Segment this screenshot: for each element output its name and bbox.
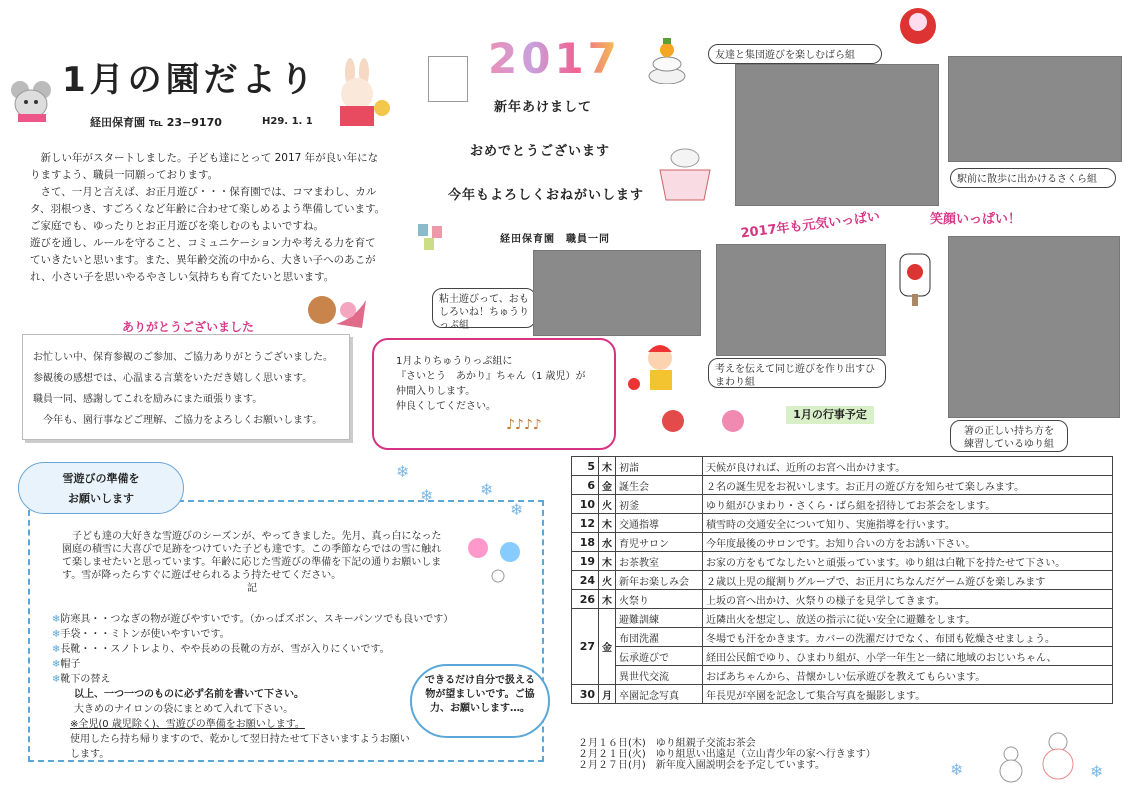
genki-heading: 2017年も元気いっぱい bbox=[739, 209, 881, 242]
new-child-notice bbox=[372, 338, 616, 450]
nursery-contact: 経田保育園 ℡ 23−9170 bbox=[90, 116, 222, 129]
snow-item: ❄長靴・・・スノトレより、やや長めの長靴の方が、雪が入りにくいです。 bbox=[52, 644, 390, 655]
snow-cloud-note: できるだけ自分で扱える物が望ましいです。ご協力、お願いします…。 bbox=[410, 664, 550, 738]
table-row: 27 金 避難訓練 近隣出火を想定し、放送の指示に従い安全に避難をします。 bbox=[572, 609, 1113, 628]
snowflake-icon: ❄ bbox=[950, 760, 964, 779]
snail-illustration bbox=[300, 288, 370, 332]
walk-caption-text: 駅前に散歩に出かけるさくら組 bbox=[957, 174, 1097, 185]
greeting-line: 新年あけまして bbox=[494, 100, 593, 115]
snow-note: 使用したら持ち帰りますので、乾かして翌日持たせて下さいますようお願いします。 bbox=[70, 734, 410, 760]
clay-caption bbox=[432, 288, 536, 331]
snow-item: ❄防寒具・・つなぎの物が遊びやすいです。（かっぱズボン、スキーパンツでも良いです） bbox=[52, 614, 454, 625]
table-row: 異世代交流 おばあちゃんから、昔懐かしい伝承遊びを教えてもらいます。 bbox=[572, 666, 1113, 685]
table-row: 18 水 育児サロン 今年度最後のサロンです。お知り合いの方をお誘い下さい。 bbox=[572, 533, 1113, 552]
thanks-line: お忙しい中、保育参観のご参加、ご協力ありがとうございました。 bbox=[33, 352, 333, 363]
group-caption bbox=[708, 44, 882, 64]
intro-paragraph: さて、一月と言えば、お正月遊び・・・保育園では、コマまわし、カルタ、羽根つき、すごろくなど年齢に合わせて楽しめるよう準備しています。ご家庭でも、ゆったりとお正月遊びを楽しむのもよいですね。 bbox=[30, 186, 386, 232]
mouse-illustration bbox=[8, 78, 56, 122]
top-spinner-icon bbox=[662, 410, 684, 432]
snow-item-text: 防寒具・・つなぎの物が遊びやすいです。（かっぱズボン、スキーパンツでも良いです） bbox=[60, 614, 454, 625]
intro-paragraph: 新しい年がスタートしました。子ども達にとって 2017 年が良い年になりますよう、職員一同願っております。 bbox=[30, 152, 379, 181]
egao-heading: 笑顔いっぱい！ bbox=[930, 212, 1022, 227]
snow-items-list bbox=[52, 612, 472, 762]
snow-ki: 記 bbox=[247, 583, 257, 594]
table-row: 30 月 卒園記念写真 年長児が卒園を記念して集合写真を撮影します。 bbox=[572, 685, 1113, 704]
snowman-illustration bbox=[996, 744, 1026, 784]
snow-item: ❄帽子 bbox=[52, 659, 81, 670]
child-top-illustration bbox=[620, 338, 690, 398]
table-row: 6 金 誕生会 ２名の誕生児をお祝いします。お正月の遊び方を知らせて楽しみます。 bbox=[572, 476, 1113, 495]
chopsticks-caption bbox=[950, 420, 1068, 452]
daruma-illustration bbox=[898, 6, 938, 46]
table-row: 12 木 交通指導 積雪時の交通安全について知り、実施指導を行います。 bbox=[572, 514, 1113, 533]
snow-item-text: 靴下の替え bbox=[60, 674, 111, 685]
thanks-line: 職員一同、感謝してこれを励みにまた頑張ります。 bbox=[33, 394, 263, 405]
thanks-box bbox=[22, 334, 350, 440]
snow-children-illustration bbox=[454, 528, 540, 588]
karuta-cards bbox=[416, 222, 446, 252]
flower-icon bbox=[722, 410, 744, 432]
snow-note: ※全児(0 歳児除く)、雪遊びの準備をお願いします。 bbox=[70, 719, 305, 730]
table-row: 伝承遊びで 経田公民館でゆり、ひまわり組が、小学一年生と一緒に地域のおじいちゃん、 bbox=[572, 647, 1113, 666]
february-event: ２月２１日(火) ゆり組思い出遠足（立山青少年の家へ行きます） bbox=[578, 749, 876, 760]
staff-signature: 経田保育園 職員一同 bbox=[500, 234, 610, 245]
february-event: ２月２７日(月) 新年度入園説明会を予定しています。 bbox=[578, 760, 826, 771]
table-row: 10 火 初釜 ゆり組がひまわり・さくら・ばら組を招待してお茶会をします。 bbox=[572, 495, 1113, 514]
snowflake-icon: ❄ bbox=[1090, 762, 1104, 781]
photo-group-play bbox=[735, 64, 939, 206]
snowflake-icon: ❄ bbox=[510, 500, 524, 519]
kagami-mochi-illustration bbox=[646, 36, 688, 84]
greeting-line: おめでとうございます bbox=[470, 144, 611, 159]
mochi-illustration bbox=[656, 140, 714, 202]
walk-caption bbox=[950, 168, 1116, 188]
thanks-title: ありがとうございました bbox=[122, 320, 255, 334]
thanks-line: 今年も、園行事などご理解、ご協力をよろしくお願いします。 bbox=[33, 415, 323, 426]
rabbit-illustration bbox=[322, 58, 394, 128]
think-caption bbox=[708, 358, 886, 388]
snow-item-text: 長靴・・・スノトレより、やや長めの長靴の方が、雪が入りにくいです。 bbox=[60, 644, 390, 655]
snowflake-icon: ❄ bbox=[480, 480, 494, 499]
snowflake-icon: ❄ bbox=[420, 486, 434, 505]
notice-line: 『さいとう あかり』ちゃん（1 歳児）が bbox=[396, 371, 586, 382]
snow-title-line: 雪遊びの準備を bbox=[62, 472, 140, 485]
snow-item-text: 手袋・・・ミトンが使いやすいです。 bbox=[60, 629, 230, 640]
otoshidama-envelope bbox=[428, 56, 468, 102]
snow-prep-text bbox=[62, 530, 442, 595]
photo-block-play bbox=[716, 244, 886, 356]
hagoita-illustration bbox=[890, 250, 944, 308]
snowman-illustration bbox=[1040, 730, 1076, 782]
snow-item: ❄手袋・・・ミトンが使いやすいです。 bbox=[52, 629, 230, 640]
table-row: 5 木 初詣 天候が良ければ、近所のお宮へ出かけます。 bbox=[572, 457, 1113, 476]
year-text: 2017 bbox=[488, 34, 621, 83]
greeting-line: 今年もよろしくおねがいします bbox=[448, 188, 645, 203]
photo-clay-play bbox=[533, 250, 701, 336]
chopsticks-caption-line: 箸の正しい持ち方を bbox=[964, 426, 1054, 437]
intro-text bbox=[30, 150, 386, 286]
chopsticks-caption-line: 練習しているゆり組 bbox=[964, 439, 1054, 450]
think-caption-text: 考えを伝えて同じ遊びを作り出すひまわり組 bbox=[715, 364, 875, 388]
notice-line: 1月よりちゅうりっぷ組に bbox=[396, 356, 513, 367]
table-row: 布団洗濯 冬場でも汗をかきます。カバーの洗濯だけでなく、布団も乾燥させましょう。 bbox=[572, 628, 1113, 647]
table-row: 26 木 火祭り 上坂の宮へ出かけ、火祭りの様子を見学してきます。 bbox=[572, 590, 1113, 609]
year-heading bbox=[488, 34, 621, 83]
music-notes: ♪♪♪♪ bbox=[506, 417, 542, 433]
snowflake-icon: ❄ bbox=[396, 462, 410, 481]
snow-text-body: 子ども達の大好きな雪遊びのシーズンが、やってきました。先月、真っ白になった園庭の積雪に大喜びで足跡をつけていた子ども達です。この季節ならではの雪に触れて楽しませたいと思っています。年齢に応じた雪遊びの準備を下記の通りお願いします。雪が降ったらすぐに遊ばせられるよう持たせてください。 bbox=[62, 531, 442, 581]
snow-title-line: お願いします bbox=[68, 492, 134, 505]
clay-caption-text: 粘土遊びって、おもしろいね！ちゅうりっぷ組 bbox=[439, 294, 529, 331]
photo-chopsticks bbox=[948, 236, 1120, 418]
snow-item: ❄靴下の替え bbox=[52, 674, 111, 685]
issue-date: H29. 1. 1 bbox=[262, 116, 313, 127]
notice-line: 仲良くしてください。 bbox=[396, 401, 496, 412]
snow-item-text: 帽子 bbox=[60, 659, 81, 670]
table-row: 19 木 お茶教室 お家の方をもてなしたいと頑張っています。ゆり組は白靴下を持たせて下さい。 bbox=[572, 552, 1113, 571]
thanks-line: 参観後の感想では、心温まる言葉をいただき嬉しく思います。 bbox=[33, 373, 313, 384]
table-row: 24 火 新年お楽しみ会 ２歳以上児の縦割りグループで、お正月にちなんだゲーム遊びを楽しみます bbox=[572, 571, 1113, 590]
snow-note: 大きめのナイロンの袋にまとめて入れて下さい。 bbox=[74, 704, 294, 715]
notice-line: 仲間入りします。 bbox=[396, 386, 476, 397]
intro-paragraph: 遊びを通し、ルールを守ること、コミュニケーション力や考える力を育てていきたいと思います。また、異年齢交流の中から、大きい子へのあこがれ、小さい子を思いやるやさしい気持ちも育てたいと思います。 bbox=[30, 237, 376, 283]
page-title: 1月の園だより bbox=[62, 60, 318, 100]
photo-walk bbox=[948, 56, 1122, 162]
group-caption-text: 友達と集団遊びを楽しむばら組 bbox=[715, 50, 855, 61]
february-event: ２月１６日(木) ゆり組親子交流お茶会 bbox=[578, 738, 756, 749]
schedule-title: 1月の行事予定 bbox=[786, 406, 874, 424]
snow-note: 以上、一つ一つのものに必ず名前を書いて下さい。 bbox=[74, 689, 304, 700]
february-events bbox=[578, 738, 876, 771]
schedule-table bbox=[571, 456, 1113, 704]
snow-prep-title bbox=[18, 462, 184, 514]
